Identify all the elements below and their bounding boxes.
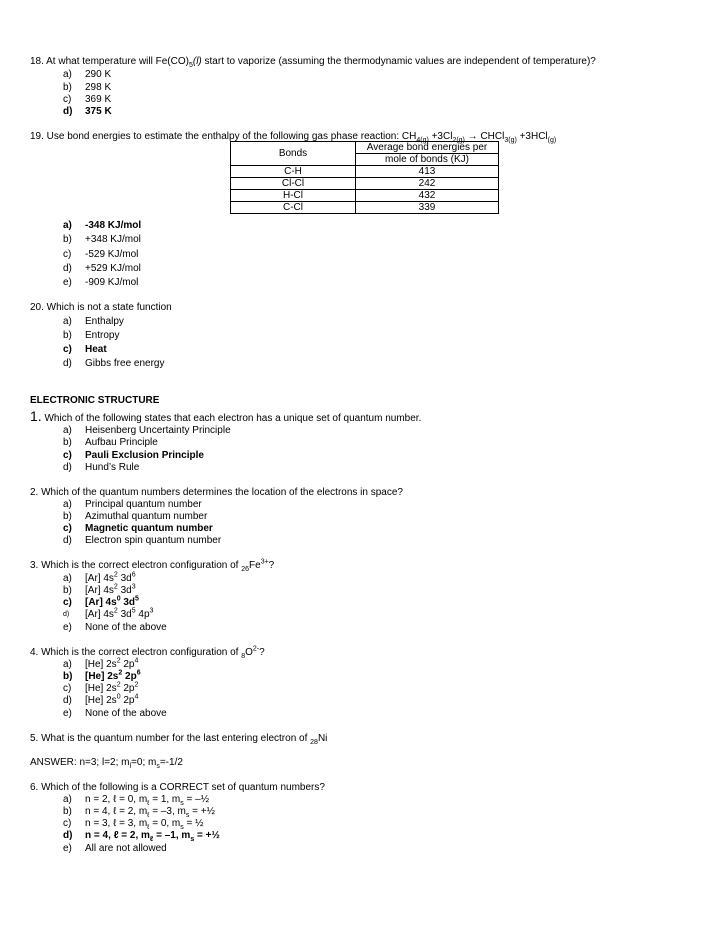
q19-option-e: e) -909 KJ/mol xyxy=(63,277,139,288)
table-row xyxy=(231,178,499,190)
q18-option-a: a) 290 K xyxy=(63,69,112,80)
e2-question: 2. Which of the quantum numbers determines the location of the electrons in space? xyxy=(30,487,403,498)
e3-option-e: e) None of the above xyxy=(63,622,167,633)
bond-cell: C-Cl xyxy=(231,202,356,214)
section-title: ELECTRONIC STRUCTURE xyxy=(30,395,160,406)
bond-energy-table xyxy=(230,141,499,214)
e1-option-a: a) Heisenberg Uncertainty Principle xyxy=(63,425,231,436)
e3-option-c: c) [Ar] $4s^0$ $3d^5$ xyxy=(63,595,139,608)
bond-cell: C-H xyxy=(231,166,356,178)
e4-option-d: d) [He] $2s^0$ $2p^4$ xyxy=(63,693,139,706)
e2-option-a: a) Principal quantum number xyxy=(63,499,202,510)
table-row xyxy=(231,166,499,178)
q18-option-b: b) 298 K xyxy=(63,82,112,93)
e3-option-d: d) [Ar] $4s^2$ $3d^5$ $4p^3$ xyxy=(63,607,154,620)
e6-option-b: b) n = 4, ℓ = 2, $m_\ell = -3$, $m_s$ = +½ xyxy=(63,806,215,819)
e2-option-d: d) Electron spin quantum number xyxy=(63,535,222,546)
e4-option-b: b) [He] $2s^2$ $2p^6$ xyxy=(63,669,141,682)
e6-option-c: c) n = 3, ℓ = 3, $m_\ell = 0$, $m_s$ = ½ xyxy=(63,818,204,831)
table-row xyxy=(231,202,499,214)
energy-cell: 242 xyxy=(356,178,499,190)
q19-option-d: d) +529 KJ/mol xyxy=(63,263,141,274)
e1-option-b: b) Aufbau Principle xyxy=(63,437,158,448)
e3-option-a: a) [Ar] $4s^2$ $3d^6$ xyxy=(63,571,136,584)
q20-option-b: b) Entropy xyxy=(63,330,120,341)
e5-answer: ANSWER: n=3; l=2; $m_l=0$; $m_s=-1/2$ xyxy=(30,757,183,770)
q19-option-b: b) +348 KJ/mol xyxy=(63,234,141,245)
q18-question: 18. At what temperature will $Fe(CO)_5(l)$ start to vaporize (assuming the thermodynamic values are independent of temperature)? xyxy=(30,56,596,69)
table-row xyxy=(231,190,499,202)
e2-option-c: c) Magnetic quantum number xyxy=(63,523,213,534)
q19-option-c: c) -529 KJ/mol xyxy=(63,249,139,260)
e1-question: 1. Which of the following states that each electron has a unique set of quantum number. xyxy=(30,408,422,424)
e2-option-b: b) Azimuthal quantum number xyxy=(63,511,208,522)
q18-option-c: c) 369 K xyxy=(63,94,112,105)
e4-question: 4. Which is the correct electron configuration of $_8O^{2-}$? xyxy=(30,645,265,660)
q18-option-d: d) 375 K xyxy=(63,106,112,117)
energy-cell: 432 xyxy=(356,190,499,202)
e4-option-c: c) [He] $2s^2$ $2p^2$ xyxy=(63,681,139,694)
q19-option-a: a) -348 KJ/mol xyxy=(63,220,142,231)
e6-option-e: e) All are not allowed xyxy=(63,843,167,854)
q20-option-d: d) Gibbs free energy xyxy=(63,358,165,369)
table-header-row xyxy=(231,142,499,154)
energy-cell: 339 xyxy=(356,202,499,214)
q19-question: 19. Use bond energies to estimate the enthalpy of the following gas phase reaction: $CH_{4(g)} +3Cl_{2(g)}$ → CHCl$_{3(g)}$ +3HCl$_{(g)}$ xyxy=(30,131,557,144)
e4-option-e: e) None of the above xyxy=(63,708,167,719)
bond-cell: H-Cl xyxy=(231,190,356,202)
header-energy-line1: Average bond energies per xyxy=(356,142,499,154)
bond-cell: Cl-Cl xyxy=(231,178,356,190)
e3-option-b: b) [Ar] $4s^2$ $3d^3$ xyxy=(63,583,136,596)
header-bonds: Bonds xyxy=(231,142,356,166)
q20-question: 20. Which is not a state function xyxy=(30,302,172,313)
e1-option-c: c) Pauli Exclusion Principle xyxy=(63,450,204,461)
e6-option-a: a) n = 2, ℓ = 0, $m_\ell = 1$, $m_s$ = –½ xyxy=(63,794,210,807)
e6-question: 6. Which of the following is a CORRECT set of quantum numbers? xyxy=(30,782,325,793)
e3-question: 3. Which is the correct electron configuration of $_{26}Fe^{3+}$? xyxy=(30,558,275,573)
e4-option-a: a) [He] $2s^2$ $2p^4$ xyxy=(63,657,139,670)
header-energy-line2: mole of bonds (KJ) xyxy=(356,154,499,166)
q20-option-c: c) Heat xyxy=(63,344,107,355)
energy-cell: 413 xyxy=(356,166,499,178)
e6-option-d: d) n = 4, ℓ = 2, $m_\ell = -1$, $m_s$ = +½ xyxy=(63,830,220,843)
q20-option-a: a) Enthalpy xyxy=(63,316,124,327)
e1-option-d: d) Hund’s Rule xyxy=(63,462,140,473)
e5-question: 5. What is the quantum number for the last entering electron of $_{28}$Ni xyxy=(30,733,328,746)
